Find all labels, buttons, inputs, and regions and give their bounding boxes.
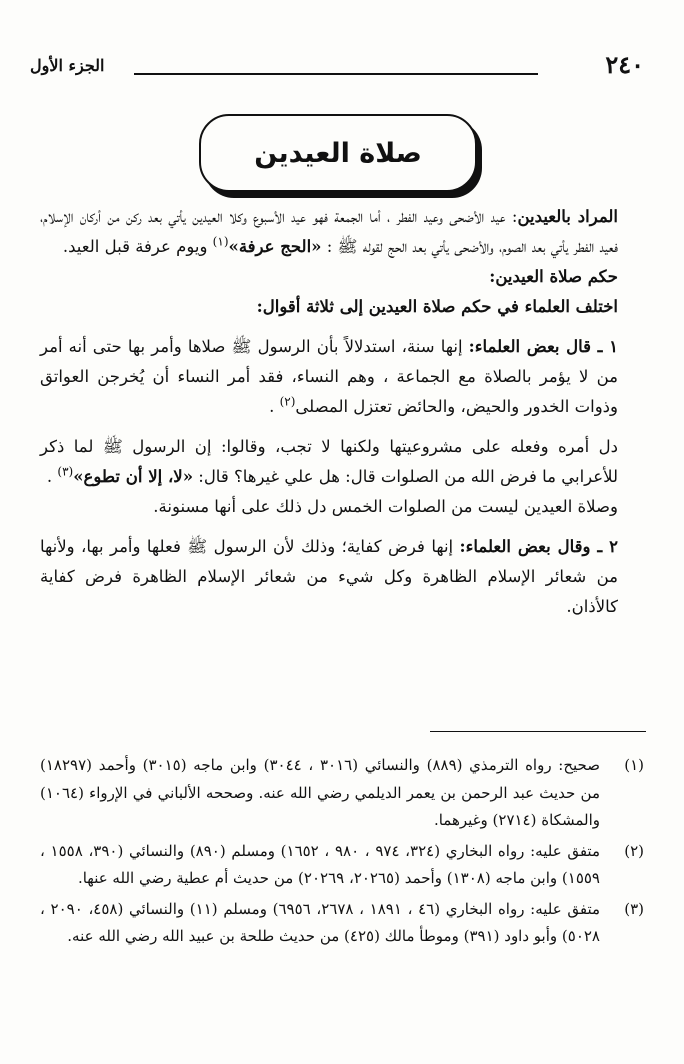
main-text bbox=[40, 202, 644, 622]
footnote-1 bbox=[40, 752, 644, 835]
opinion-lead: ٢ ـ وقال بعض العلماء: bbox=[459, 537, 618, 556]
footnote-text: صحيح: رواه الترمذي (٨٨٩) والنسائي (٣٠١٦ ، ٣٠٤٤) وابن ماجه (٣٠١٥) وأحمد (١٨٢٩٧) من حديث عبد الرحمن بن يعمر الديلمي رضي الله عنه. وصححه الألباني في الإرواء (١٠٦٤) والمشكاة (٢٧١٤) وغيرهما. bbox=[40, 756, 600, 829]
footnote-number: (٢) bbox=[624, 841, 644, 860]
paragraph-text: . bbox=[269, 397, 280, 416]
hadith-quote: «الحج عرفة» bbox=[228, 237, 322, 256]
opinion-2 bbox=[40, 532, 644, 622]
term-lead: المراد بالعيدين bbox=[517, 207, 618, 226]
running-header bbox=[30, 52, 644, 86]
footnotes bbox=[40, 752, 644, 954]
paragraph-text: : عيد الأضحى وعيد الفطر ، أما الجمعة فهو عيد الأسبوع وكلا العيدين يأتي بعد ركن من أركان الإسلام، فعيد الفطر يأتي بعد الصوم، والأضحى يأتي بعد الحج لقوله ﷺ : bbox=[40, 207, 618, 256]
footnote-ref: (٢) bbox=[279, 394, 296, 409]
paragraph-definition bbox=[40, 202, 644, 262]
part-label: الجزء الأول bbox=[30, 56, 105, 75]
opinion-1-evidence bbox=[40, 432, 644, 492]
footnote-separator bbox=[430, 731, 646, 732]
opinion-1-conclusion: وصلاة العيدين ليست من الصلوات الخمس دل ذلك على أنها مسنونة. bbox=[153, 497, 618, 516]
footnote-2 bbox=[40, 838, 644, 893]
paragraph-text: . bbox=[46, 467, 58, 486]
footnote-text: متفق عليه: رواه البخاري (٣٢٤، ٩٧٤ ، ٩٨٠ ، ١٦٥٢) ومسلم (٨٩٠) والنسائي (٣٩٠، ١٥٥٨ ، ١٥٥٩) وابن ماجه (١٣٠٨) وأحمد (٢٠٢٦٥، ٢٠٢٦٩) من حديث أم عطية رضي الله عنها. bbox=[40, 841, 600, 887]
footnote-number: (٣) bbox=[624, 899, 644, 918]
opinion-lead: ١ ـ قال بعض العلماء: bbox=[468, 337, 618, 356]
paragraph-text: إنها فرض كفاية؛ وذلك لأن الرسول ﷺ فعلها وأمر بها، ولأنها من شعائر الإسلام الظاهرة وكل شيء من شعائر الإسلام الظاهرة فرض كفاية كالأذان. bbox=[40, 537, 618, 616]
footnote-3 bbox=[40, 896, 644, 951]
section-heading: حكم صلاة العيدين: bbox=[489, 267, 618, 286]
chapter-title-box bbox=[199, 114, 477, 192]
chapter-title: صلاة العيدين bbox=[254, 137, 422, 169]
footnote-ref: (١) bbox=[212, 234, 229, 249]
paragraph-text: دل أمره وفعله على مشروعيتها ولكنها لا تجب، وقالوا: إن الرسول ﷺ لما ذكر للأعرابي ما فرض الله من الصلوات قال: هل علي غيرها؟ قال: bbox=[40, 437, 618, 486]
hadith-quote: «لا، إلا أن تطوع» bbox=[73, 467, 194, 486]
page-number: ٢٤٠ bbox=[605, 50, 644, 79]
opinion-1 bbox=[40, 332, 644, 422]
paragraph-text: إنها سنة، استدلالاً بأن الرسول ﷺ صلاها وأمر بها حتى أنه أمر من لا يؤمر بالصلاة مع الجماعة ، وهم النساء، فقد أمر النساء أن يُخرجن العواتق وذوات الخدور والحيض، والحائض تعتزل المصلى bbox=[40, 337, 618, 416]
footnote-number: (١) bbox=[624, 756, 644, 774]
section-intro: اختلف العلماء في حكم صلاة العيدين إلى ثلاثة أقوال: bbox=[256, 297, 618, 316]
footnote-text: متفق عليه: رواه البخاري (٤٦ ، ١٨٩١ ، ٢٦٧٨، ٦٩٥٦) ومسلم (١١) والنسائي (٤٥٨، ٢٠٩٠ ، ٥٠٢٨) وأبو داود (٣٩١) وموطأ مالك (٤٢٥) من حديث طلحة بن عبيد الله رضي الله عنه. bbox=[40, 899, 601, 945]
paragraph-text: ويوم عرفة قبل العيد. bbox=[62, 237, 213, 256]
header-rule bbox=[134, 73, 538, 75]
footnote-ref: (٣) bbox=[57, 464, 74, 479]
